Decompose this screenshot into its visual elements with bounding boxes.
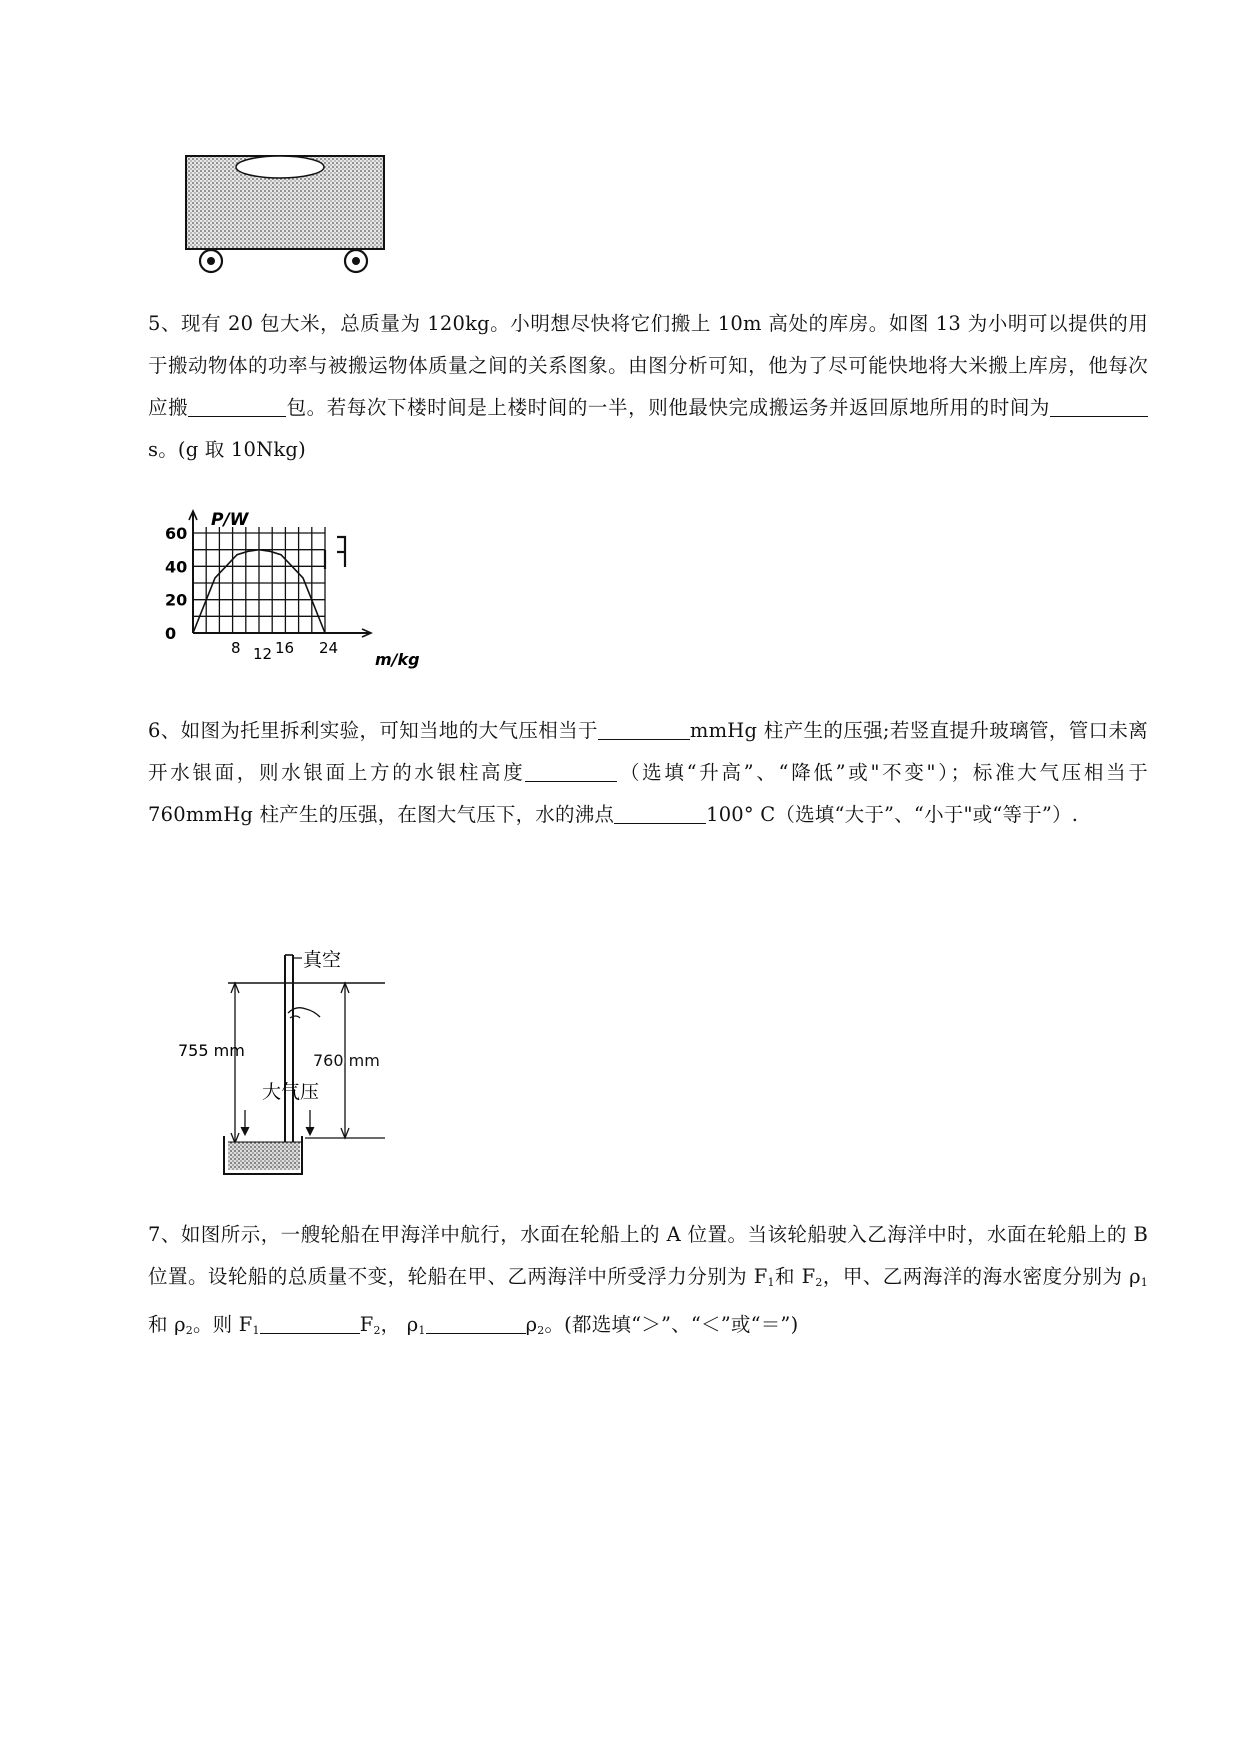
q7-text-1: 7、如图所示，一艘轮船在甲海洋中航行，水面在轮船上的 A 位置。当该轮船驶入乙海洋中时，水面在轮船上的 B 位置。设轮船的总质量不变，轮船在甲、乙两海洋中所受浮力分别为 F xyxy=(148,1223,1148,1288)
y-axis-label: P/W xyxy=(211,510,249,530)
torricelli-figure xyxy=(178,938,440,1178)
power-mass-chart xyxy=(165,505,445,675)
answer-blank xyxy=(614,803,706,824)
q7-text-6: F xyxy=(359,1313,374,1336)
answer-blank xyxy=(260,1313,360,1334)
q7-text-8: ρ xyxy=(525,1313,538,1336)
x-tick-label: 12 xyxy=(253,645,273,663)
q6-text-4: 100° C（选填“大于”、“小于"或“等于”）. xyxy=(706,803,1079,826)
subscript: 1 xyxy=(418,1324,426,1337)
q5-text-2: 包。若每次下楼时间是上楼时间的一半，则他最快完成搬运务并返回原地所用的时间为 xyxy=(286,396,1050,419)
atmosphere-label: 大气压 xyxy=(262,1081,320,1103)
y-tick-label: 20 xyxy=(165,590,188,610)
height-755-label: 755 mm xyxy=(178,1041,245,1060)
subscript: 1 xyxy=(252,1324,260,1337)
subscript: 2 xyxy=(373,1324,381,1337)
chart-grid xyxy=(193,527,325,633)
x-axis-label: m/kg xyxy=(375,650,420,669)
answer-blank xyxy=(598,719,690,740)
subscript: 2 xyxy=(537,1324,545,1337)
y-tick-label: 60 xyxy=(165,524,188,543)
answer-blank xyxy=(188,396,286,417)
q7-text-9: 。(都选填“＞”、“＜”或“＝”) xyxy=(544,1313,799,1336)
q6-text-3: （选填“升高”、“降低”或"不变"）；标准大气压相当于 760mmHg 柱产生的压强，在图大气压下，水的沸点 xyxy=(148,761,1148,826)
y-tick-label: 40 xyxy=(165,557,188,577)
vacuum-label: 真空 xyxy=(303,949,342,971)
q5-text-3: s。(g 取 10Nkg) xyxy=(148,438,306,461)
q5-text-1: 5、现有 20 包大米，总质量为 120kg。小明想尽快将它们搬上 10m 高处的库房。如图 13 为小明可以提供的用于搬动物体的功率与被搬运物体质量之间的关系图象。由图分析可知，他为了尽可能快地将大米搬上库房，他每次应搬 xyxy=(148,312,1148,419)
question-6 xyxy=(148,710,1148,836)
answer-blank xyxy=(426,1313,526,1334)
subscript: 2 xyxy=(815,1276,823,1289)
answer-blank xyxy=(525,761,617,782)
x-tick-label: 16 xyxy=(275,639,295,657)
q7-text-7: ， ρ xyxy=(380,1313,419,1336)
question-5 xyxy=(148,303,1148,471)
answer-blank xyxy=(1050,396,1148,417)
height-760-label: 760 mm xyxy=(313,1051,380,1070)
x-tick-label: 24 xyxy=(319,639,339,657)
x-tick-label: 8 xyxy=(231,639,241,657)
cart-figure xyxy=(180,150,395,280)
q7-text-3: ，甲、乙两海洋的海水密度分别为 ρ xyxy=(822,1265,1141,1288)
q7-text-4: 和 ρ xyxy=(148,1313,186,1336)
subscript: 2 xyxy=(185,1324,193,1337)
question-7 xyxy=(148,1214,1148,1352)
subscript: 1 xyxy=(1140,1276,1148,1289)
subscript: 1 xyxy=(767,1276,775,1289)
q7-text-5: 。则 F xyxy=(192,1313,253,1336)
q6-text-2: mmHg 柱产生的压强;若竖直提升玻璃管，管口未离开水银面，则水银面上方的水银柱高度 xyxy=(148,719,1148,784)
y-tick-label: 0 xyxy=(165,624,177,643)
q6-text-1: 6、如图为托里拆利实验，可知当地的大气压相当于 xyxy=(148,719,598,742)
q7-text-2: 和 F xyxy=(774,1265,816,1288)
